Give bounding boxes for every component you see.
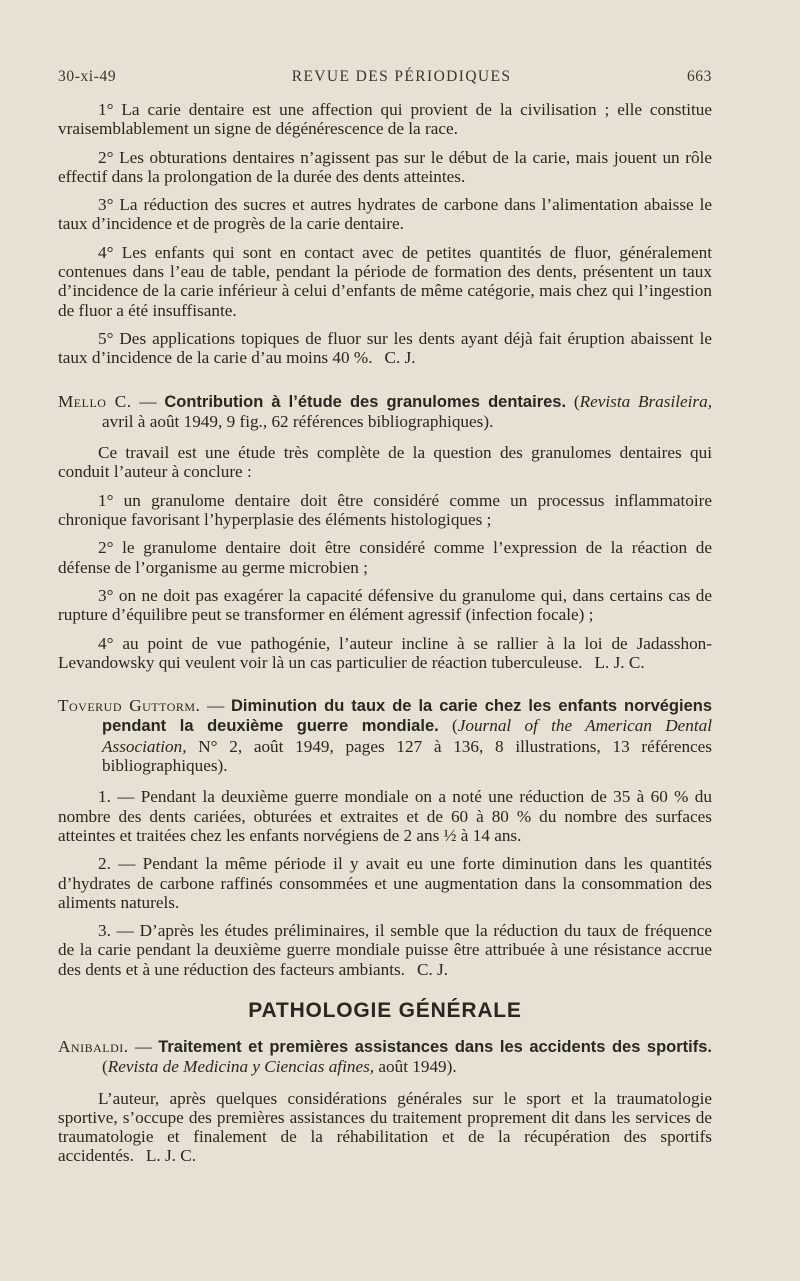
- article-title: Diminution du taux de la carie chez les enfants norvégiens pendant la deuxième guerre mondiale.: [102, 697, 713, 736]
- journal-name: Revista de Medicina y Ciencias afines,: [107, 1057, 375, 1077]
- journal-title: REVUE DES PÉRIODIQUES: [291, 68, 512, 85]
- issue-date: 30-xi-49: [58, 68, 117, 85]
- granuloma-point-1: 1° un granulome dentaire doit être considéré comme un processus inflammatoire chronique favorisant l’hyperplasie des éléments histologiques ;: [58, 490, 712, 530]
- caries-point-5-text: 5° Des applications topiques de fluor sur les dents ayant déjà fait éruption abaissent le taux d’incidence de la carie d’au moins 40 %.: [58, 328, 712, 368]
- granuloma-point-2: 2° le granulome dentaire doit être considéré comme l’expression de la réaction de défense de l’organisme au germe microbien ;: [58, 538, 712, 577]
- article-author: Mello C.: [58, 391, 132, 411]
- norway-point-1: 1. — Pendant la deuxième guerre mondiale on a noté une réduction de 35 à 60 % du nombre des dents cariées, obturées et extraites et de 60 à 80 % du nombre des surfaces atteintes et traitées chez les enfants norvégiens de 2 ans ½ à 14 ans.: [58, 787, 712, 845]
- article-title: Traitement et premières assistances dans les accidents des sportifs.: [158, 1037, 712, 1056]
- norway-point-2: 2. — Pendant la même période il y avait eu une forte diminution dans les quantités d’hydrates de carbone raffinés consommées et une augmentation dans la consommation des aliments naturels.: [58, 854, 712, 912]
- article-reference: Mello C. — Contribution à l’étude des granulomes dentaires. (Revista Brasileira, avril à août 1949, 9 fig., 62 références bibliographiques).: [58, 391, 712, 431]
- journal-name: Journal of the American Dental Association,: [102, 716, 713, 756]
- norway-point-3-text: 3. — D’après les études préliminaires, il semble que la réduction du taux de fréquence de la carie pendant la deuxième guerre mondiale puisse être attribuée à une résistance accrue des dents et à une réduction des facteurs ambiants.: [58, 921, 712, 979]
- signature: L. J. C.: [594, 652, 645, 672]
- sports-summary: [58, 1089, 712, 1166]
- running-head: [58, 68, 712, 86]
- granuloma-point-4-text: 4° au point de vue pathogénie, l’auteur incline à se rallier à la loi de Jadasshon-Levandowsky qui veulent voir là un cas particulier de réaction tuberculeuse.: [58, 633, 712, 672]
- article-author: Toverud Guttorm.: [58, 696, 201, 716]
- article-title: Contribution à l’étude des granulomes dentaires.: [164, 392, 567, 411]
- sports-summary-text: L’auteur, après quelques considérations générales sur le sport et la traumatologie sportive, s’occupe des premières assistances du traitement proprement dit dans les services de traumatologie et finalement de la réhabilitation et de la récupération des sportifs accidentés.: [58, 1088, 712, 1166]
- article-reference: Toverud Guttorm. — Diminution du taux de la carie chez les enfants norvégiens pendant la deuxième guerre mondiale. (Journal of the American Dental Association, N° 2, août 1949, pages 127 à 136, 8 illustrations, 13 références bibliographiques).: [58, 696, 713, 776]
- summary-intro: Ce travail est une étude très complète de la question des granulomes dentaires qui conduit l’auteur à conclure :: [58, 443, 712, 482]
- caries-point-3: 3° La réduction des sucres et autres hydrates de carbone dans l’alimentation abaisse le taux d’incidence et de progrès de la carie dentaire.: [58, 195, 712, 234]
- signature: C. J.: [416, 959, 449, 979]
- signature: C. J.: [384, 348, 416, 368]
- caries-point-5: [58, 329, 712, 368]
- reference-details: N° 2, août 1949, pages 127 à 136, 8 illustrations, 13 références bibliographiques).: [102, 736, 712, 776]
- caries-point-2: 2° Les obturations dentaires n’agissent pas sur le début de la carie, mais jouent un rôle effectif dans la prolongation de la durée des dents atteintes.: [58, 147, 712, 186]
- article-reference: Anibaldi. — Traitement et premières assistances dans les accidents des sportifs. (Revista de Medicina y Ciencias afines, août 1949).: [58, 1036, 712, 1077]
- article-author: Anibaldi.: [58, 1036, 129, 1056]
- caries-point-4: 4° Les enfants qui sont en contact avec de petites quantités de fluor, généralement contenues dans l’eau de table, pendant la période de formation des dents, présentent un taux d’incidence de la carie inférieur à celui d’enfants de même catégorie, mais chez qui l’ingestion de fluor a été insuffisante.: [58, 242, 712, 320]
- section-heading: PATHOLOGIE GÉNÉRALE: [248, 998, 522, 1022]
- reference-details: avril à août 1949, 9 fig., 62 références bibliographiques).: [102, 411, 494, 431]
- reference-details: août 1949).: [374, 1057, 457, 1077]
- journal-name: Revista Brasileira,: [579, 391, 712, 411]
- norway-point-3: [58, 921, 712, 979]
- caries-point-1: 1° La carie dentaire est une affection qui provient de la civilisation ; elle constitue vraisemblablement un signe de dégénérescence de la race.: [58, 100, 712, 139]
- granuloma-point-3: 3° on ne doit pas exagérer la capacité défensive du granulome qui, dans certains cas de rupture d’équilibre peut se transformer en élément agressif (infection focale) ;: [58, 585, 712, 625]
- page-number: 663: [686, 68, 712, 85]
- granuloma-point-4: [58, 634, 712, 673]
- signature: L. J. C.: [145, 1146, 197, 1166]
